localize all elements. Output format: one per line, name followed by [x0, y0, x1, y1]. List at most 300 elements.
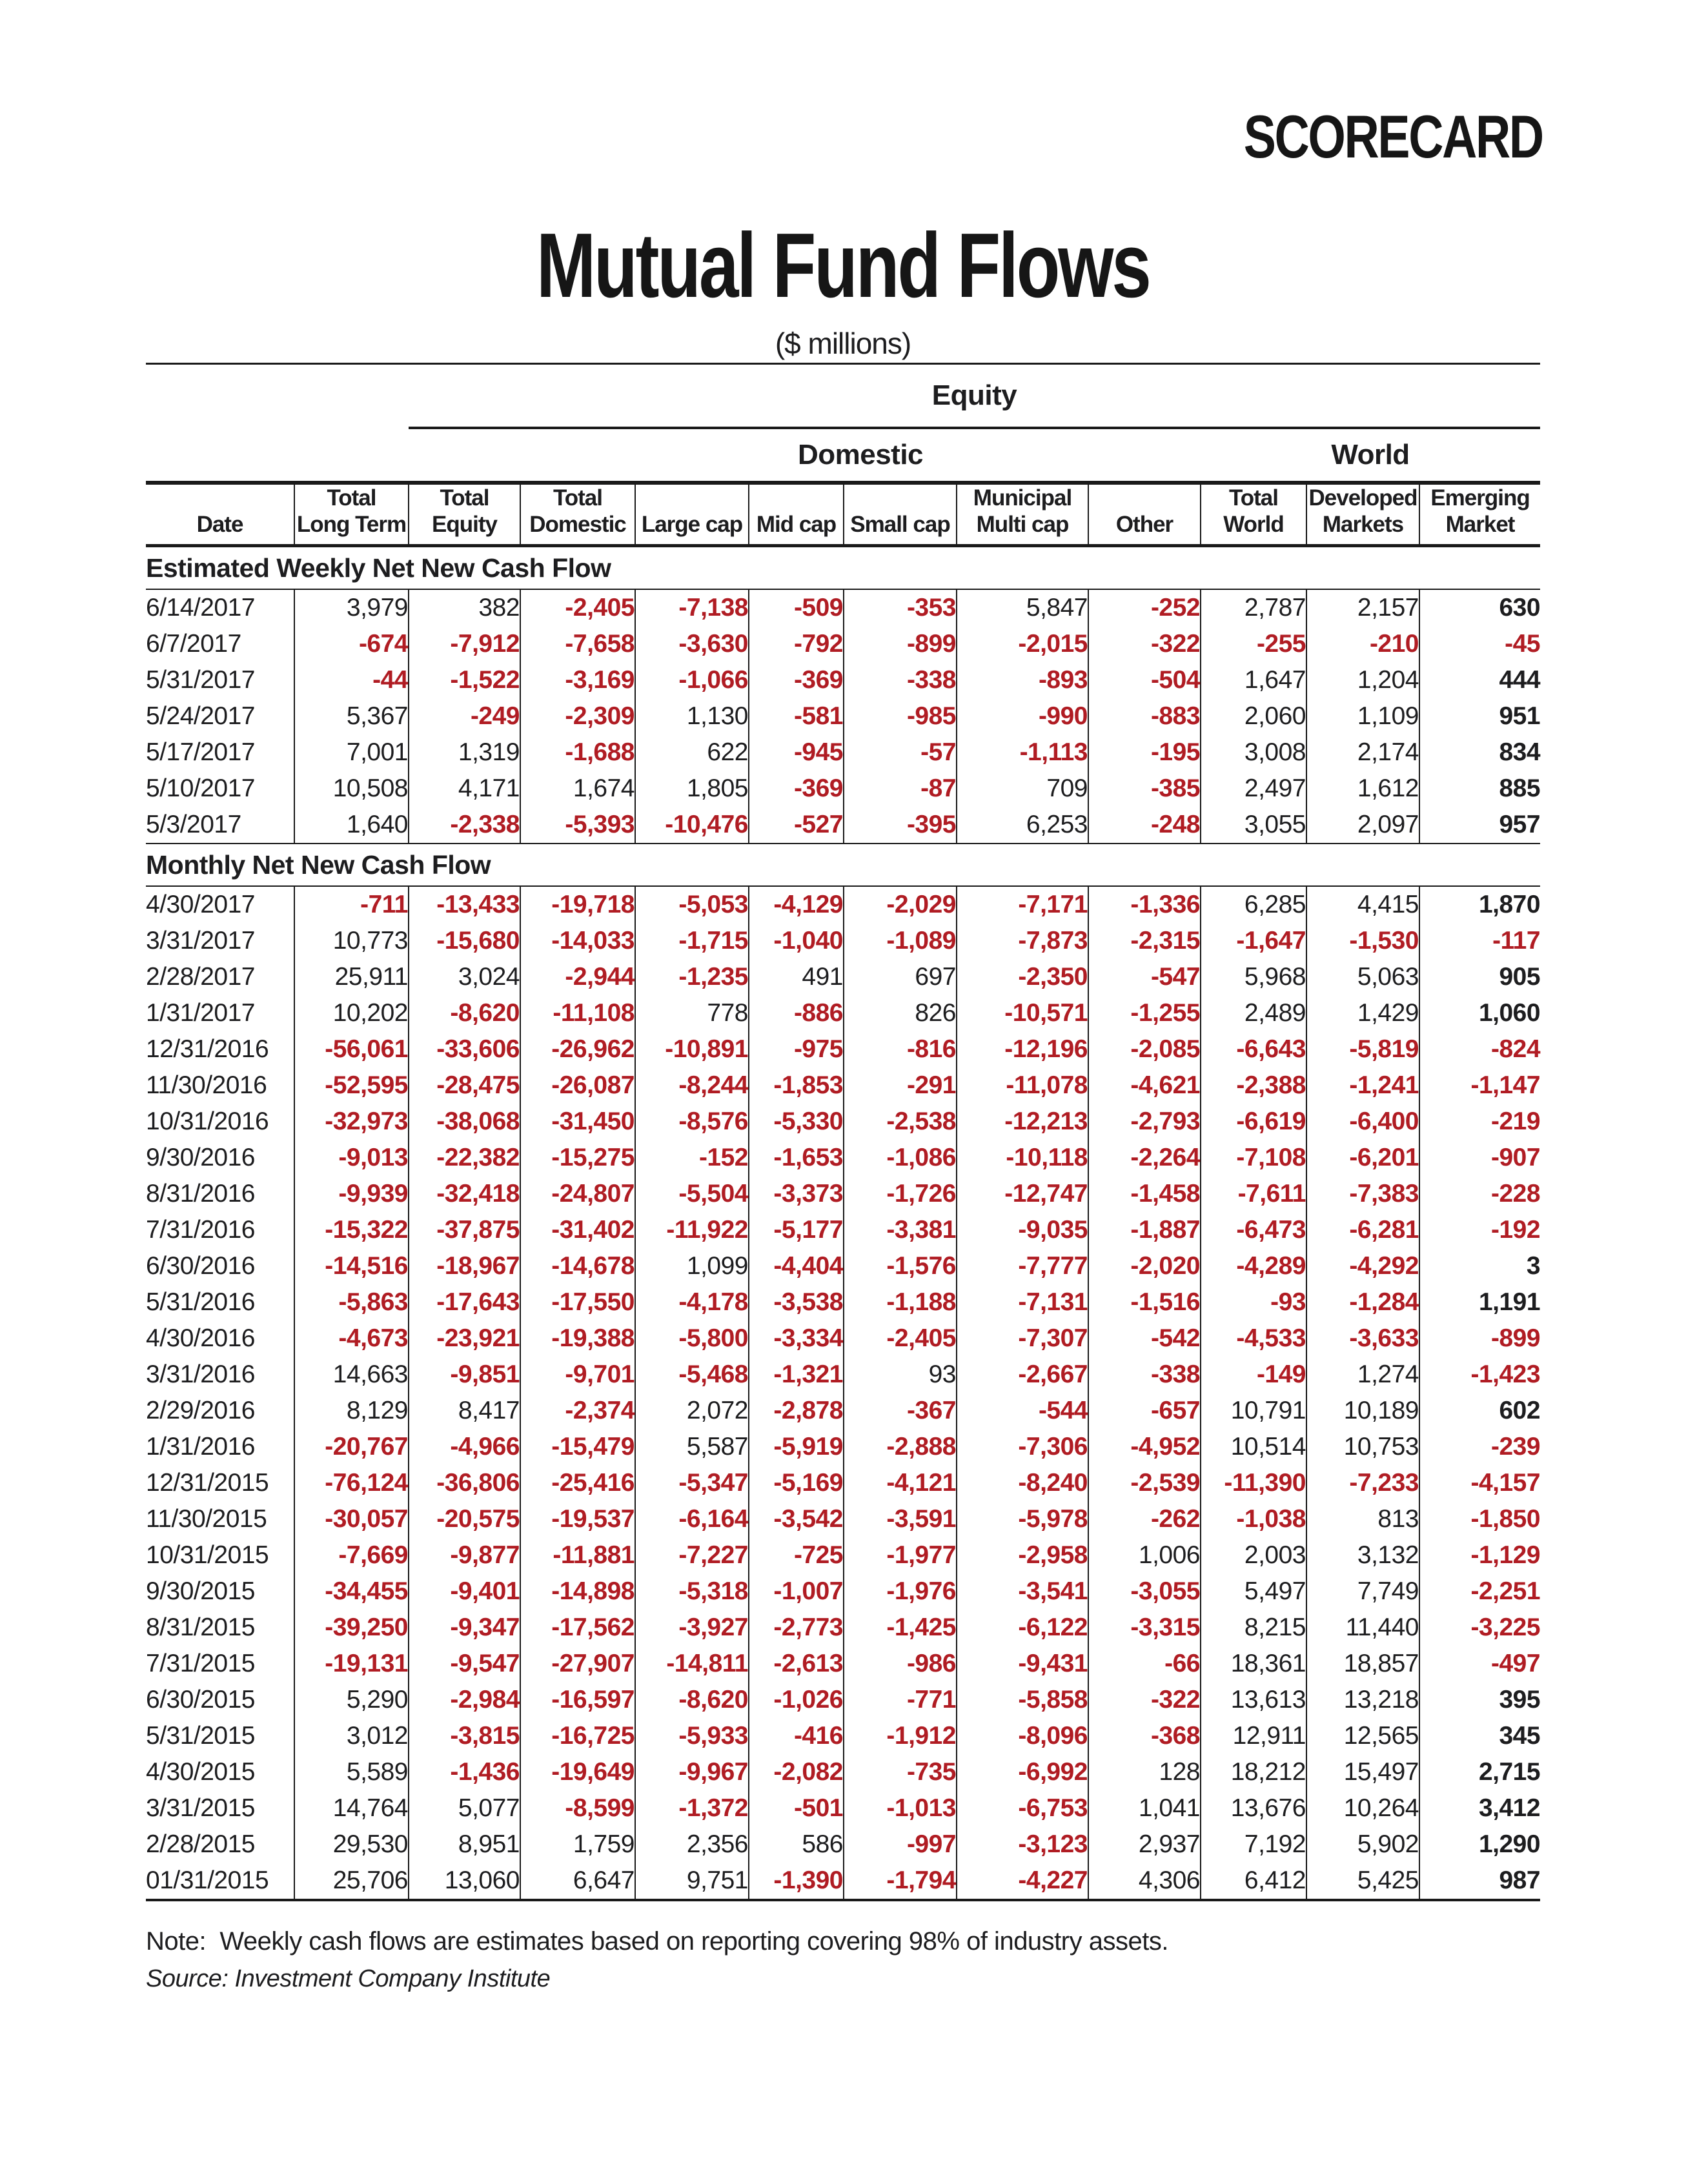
cell-date: 7/31/2016 — [146, 1216, 256, 1244]
cell-municipal-multi-cap: -5,978 — [957, 1501, 1088, 1537]
fund-flows-table-area — [146, 363, 1540, 1993]
cell-developed-markets: 4,415 — [1306, 886, 1419, 923]
cell-date: 11/30/2015 — [146, 1505, 267, 1533]
cell-total-domestic: -31,450 — [520, 1104, 635, 1140]
cell-total-domestic: -14,678 — [520, 1248, 635, 1284]
cell-other: -2,264 — [1088, 1140, 1201, 1176]
cell-total-equity: -9,877 — [409, 1537, 520, 1573]
cell-small-cap: -291 — [844, 1067, 957, 1104]
cell-developed-markets: 10,753 — [1306, 1429, 1419, 1465]
cell-municipal-multi-cap: -10,118 — [957, 1140, 1088, 1176]
cell-mid-cap: -1,026 — [749, 1682, 844, 1718]
cell-large-cap: -7,227 — [635, 1537, 749, 1573]
cell-total-domestic: -19,537 — [520, 1501, 635, 1537]
cell-date: 4/30/2017 — [146, 891, 256, 918]
cell-developed-markets: 10,189 — [1306, 1393, 1419, 1429]
cell-total-domestic: -19,649 — [520, 1754, 635, 1790]
col-header-total-world: Total World — [1201, 483, 1306, 546]
cell-mid-cap: -4,129 — [749, 886, 844, 923]
cell-total-long-term: -20,767 — [294, 1429, 409, 1465]
cell-total-long-term: 8,129 — [294, 1393, 409, 1429]
cell-mid-cap: -2,082 — [749, 1754, 844, 1790]
cell-mid-cap: -3,538 — [749, 1284, 844, 1320]
table-row — [146, 923, 1540, 959]
table-row — [146, 1754, 1540, 1790]
cell-total-world: 3,055 — [1201, 807, 1306, 844]
cell-total-world: 13,613 — [1201, 1682, 1306, 1718]
col-header-mid-cap: Mid cap — [749, 483, 844, 546]
cell-total-long-term: -32,973 — [294, 1104, 409, 1140]
cell-other: -2,315 — [1088, 923, 1201, 959]
cell-developed-markets: -1,530 — [1306, 923, 1419, 959]
cell-total-equity: -7,912 — [409, 626, 520, 662]
cell-total-long-term: 10,508 — [294, 771, 409, 807]
cell-emerging-market: -1,129 — [1419, 1537, 1540, 1573]
cell-other: -542 — [1088, 1320, 1201, 1357]
cell-mid-cap: -2,878 — [749, 1393, 844, 1429]
equity-group-header: Equity — [409, 364, 1540, 429]
table-row — [146, 807, 1540, 844]
cell-total-long-term: -14,516 — [294, 1248, 409, 1284]
cell-small-cap: -353 — [844, 589, 957, 626]
cell-total-equity: -20,575 — [409, 1501, 520, 1537]
cell-total-domestic: -11,108 — [520, 995, 635, 1031]
cell-developed-markets: 2,174 — [1306, 734, 1419, 771]
cell-other: -248 — [1088, 807, 1201, 844]
cell-other: -2,539 — [1088, 1465, 1201, 1501]
cell-small-cap: -816 — [844, 1031, 957, 1067]
cell-other: 1,041 — [1088, 1790, 1201, 1826]
cell-small-cap: -2,888 — [844, 1429, 957, 1465]
cell-emerging-market: -239 — [1419, 1429, 1540, 1465]
cell-total-equity: 8,417 — [409, 1393, 520, 1429]
cell-developed-markets: 1,109 — [1306, 698, 1419, 734]
table-row — [146, 1357, 1540, 1393]
cell-municipal-multi-cap: -12,196 — [957, 1031, 1088, 1067]
table-row — [146, 662, 1540, 698]
cell-total-domestic: -9,701 — [520, 1357, 635, 1393]
cell-total-domestic: -14,033 — [520, 923, 635, 959]
cell-date: 12/31/2015 — [146, 1469, 269, 1497]
cell-other: -4,621 — [1088, 1067, 1201, 1104]
col-header-date: Date — [146, 483, 294, 546]
cell-emerging-market: -907 — [1419, 1140, 1540, 1176]
mutual-fund-flows-table — [146, 363, 1540, 1901]
cell-other: -368 — [1088, 1718, 1201, 1754]
cell-municipal-multi-cap: 709 — [957, 771, 1088, 807]
cell-other: -1,255 — [1088, 995, 1201, 1031]
cell-other: 2,937 — [1088, 1826, 1201, 1863]
cell-total-equity: -9,347 — [409, 1610, 520, 1646]
cell-emerging-market: -192 — [1419, 1212, 1540, 1248]
cell-small-cap: -2,029 — [844, 886, 957, 923]
cell-emerging-market: -4,157 — [1419, 1465, 1540, 1501]
col-header-developed-markets: Developed Markets — [1306, 483, 1419, 546]
cell-total-long-term: 1,640 — [294, 807, 409, 844]
world-group-header: World — [1331, 439, 1410, 470]
cell-other: 128 — [1088, 1754, 1201, 1790]
cell-total-world: -255 — [1201, 626, 1306, 662]
cell-total-equity: -37,875 — [409, 1212, 520, 1248]
table-row — [146, 1610, 1540, 1646]
cell-large-cap: -5,053 — [635, 886, 749, 923]
cell-other: -4,952 — [1088, 1429, 1201, 1465]
cell-total-world: 18,361 — [1201, 1646, 1306, 1682]
cell-total-domestic: -1,688 — [520, 734, 635, 771]
cell-total-equity: 382 — [409, 589, 520, 626]
cell-total-domestic: -2,309 — [520, 698, 635, 734]
cell-mid-cap: -792 — [749, 626, 844, 662]
cell-total-long-term: -39,250 — [294, 1610, 409, 1646]
cell-small-cap: -997 — [844, 1826, 957, 1863]
cell-total-domestic: -31,402 — [520, 1212, 635, 1248]
cell-small-cap: -771 — [844, 1682, 957, 1718]
cell-total-equity: -3,815 — [409, 1718, 520, 1754]
cell-small-cap: -1,576 — [844, 1248, 957, 1284]
cell-developed-markets: 15,497 — [1306, 1754, 1419, 1790]
cell-other: -1,887 — [1088, 1212, 1201, 1248]
cell-total-world: -1,038 — [1201, 1501, 1306, 1537]
cell-total-world: -11,390 — [1201, 1465, 1306, 1501]
cell-developed-markets: -4,292 — [1306, 1248, 1419, 1284]
table-row — [146, 626, 1540, 662]
cell-large-cap: -5,347 — [635, 1465, 749, 1501]
cell-total-domestic: -8,599 — [520, 1790, 635, 1826]
cell-developed-markets: 1,274 — [1306, 1357, 1419, 1393]
cell-other: -2,020 — [1088, 1248, 1201, 1284]
cell-mid-cap: -1,853 — [749, 1067, 844, 1104]
cell-large-cap: -8,620 — [635, 1682, 749, 1718]
cell-total-equity: -2,984 — [409, 1682, 520, 1718]
cell-emerging-market: 1,191 — [1419, 1284, 1540, 1320]
cell-total-domestic: -24,807 — [520, 1176, 635, 1212]
cell-other: -322 — [1088, 626, 1201, 662]
cell-municipal-multi-cap: -7,171 — [957, 886, 1088, 923]
cell-mid-cap: -5,330 — [749, 1104, 844, 1140]
cell-emerging-market: 2,715 — [1419, 1754, 1540, 1790]
section-label: Estimated Weekly Net New Cash Flow — [146, 546, 1540, 590]
table-row — [146, 1573, 1540, 1610]
cell-total-world: -6,643 — [1201, 1031, 1306, 1067]
col-header-emerging-market: Emerging Market — [1419, 483, 1540, 546]
cell-developed-markets: -3,633 — [1306, 1320, 1419, 1357]
col-header-municipal-multi-cap: Municipal Multi cap — [957, 483, 1088, 546]
cell-total-world: 2,787 — [1201, 589, 1306, 626]
table-row — [146, 698, 1540, 734]
table-row — [146, 1320, 1540, 1357]
cell-other: -338 — [1088, 1357, 1201, 1393]
cell-municipal-multi-cap: -6,122 — [957, 1610, 1088, 1646]
cell-total-long-term: 10,773 — [294, 923, 409, 959]
cell-large-cap: -5,468 — [635, 1357, 749, 1393]
cell-developed-markets: 11,440 — [1306, 1610, 1419, 1646]
cell-other: -547 — [1088, 959, 1201, 995]
table-row — [146, 995, 1540, 1031]
table-row — [146, 771, 1540, 807]
cell-total-domestic: 6,647 — [520, 1863, 635, 1900]
cell-large-cap: 2,072 — [635, 1393, 749, 1429]
col-header-small-cap: Small cap — [844, 483, 957, 546]
cell-total-domestic: -16,725 — [520, 1718, 635, 1754]
cell-total-equity: -32,418 — [409, 1176, 520, 1212]
cell-total-long-term: 5,589 — [294, 1754, 409, 1790]
cell-date: 5/31/2015 — [146, 1722, 256, 1750]
cell-other: -3,315 — [1088, 1610, 1201, 1646]
cell-other: -1,458 — [1088, 1176, 1201, 1212]
cell-small-cap: -367 — [844, 1393, 957, 1429]
cell-emerging-market: -219 — [1419, 1104, 1540, 1140]
cell-total-long-term: -4,673 — [294, 1320, 409, 1357]
cell-total-long-term: -674 — [294, 626, 409, 662]
table-row — [146, 1863, 1540, 1900]
cell-total-world: 3,008 — [1201, 734, 1306, 771]
table-row — [146, 734, 1540, 771]
cell-date: 5/31/2016 — [146, 1288, 256, 1316]
cell-other: -322 — [1088, 1682, 1201, 1718]
section-label-row — [146, 546, 1540, 590]
cell-total-domestic: -19,718 — [520, 886, 635, 923]
cell-total-domestic: -17,562 — [520, 1610, 635, 1646]
cell-small-cap: -1,976 — [844, 1573, 957, 1610]
cell-small-cap: 826 — [844, 995, 957, 1031]
cell-large-cap: 2,356 — [635, 1826, 749, 1863]
cell-small-cap: 93 — [844, 1357, 957, 1393]
cell-emerging-market: -117 — [1419, 923, 1540, 959]
cell-developed-markets: 18,857 — [1306, 1646, 1419, 1682]
cell-total-equity: 1,319 — [409, 734, 520, 771]
cell-small-cap: -395 — [844, 807, 957, 844]
table-row — [146, 1212, 1540, 1248]
cell-date: 2/28/2015 — [146, 1830, 256, 1858]
cell-small-cap: -2,538 — [844, 1104, 957, 1140]
cell-total-equity: -28,475 — [409, 1067, 520, 1104]
cell-other: -3,055 — [1088, 1573, 1201, 1610]
cell-large-cap: 1,130 — [635, 698, 749, 734]
cell-total-world: 10,791 — [1201, 1393, 1306, 1429]
cell-total-equity: -17,643 — [409, 1284, 520, 1320]
cell-mid-cap: -416 — [749, 1718, 844, 1754]
cell-large-cap: -3,630 — [635, 626, 749, 662]
cell-total-world: -2,388 — [1201, 1067, 1306, 1104]
cell-date: 2/28/2017 — [146, 963, 256, 991]
cell-large-cap: -5,933 — [635, 1718, 749, 1754]
cell-total-domestic: -15,479 — [520, 1429, 635, 1465]
cell-developed-markets: 5,425 — [1306, 1863, 1419, 1900]
cell-developed-markets: 1,429 — [1306, 995, 1419, 1031]
cell-total-domestic: -5,393 — [520, 807, 635, 844]
cell-municipal-multi-cap: -8,096 — [957, 1718, 1088, 1754]
cell-mid-cap: -886 — [749, 995, 844, 1031]
cell-small-cap: -1,188 — [844, 1284, 957, 1320]
cell-total-world: -4,289 — [1201, 1248, 1306, 1284]
cell-total-equity: -22,382 — [409, 1140, 520, 1176]
cell-municipal-multi-cap: -1,113 — [957, 734, 1088, 771]
cell-total-world: 12,911 — [1201, 1718, 1306, 1754]
cell-total-equity: -9,401 — [409, 1573, 520, 1610]
cell-municipal-multi-cap: -3,123 — [957, 1826, 1088, 1863]
cell-other: -252 — [1088, 589, 1201, 626]
cell-large-cap: -1,372 — [635, 1790, 749, 1826]
col-header-total-equity: Total Equity — [409, 483, 520, 546]
cell-mid-cap: -3,542 — [749, 1501, 844, 1537]
cell-emerging-market: 885 — [1419, 771, 1540, 807]
cell-mid-cap: 586 — [749, 1826, 844, 1863]
cell-other: -1,516 — [1088, 1284, 1201, 1320]
cell-total-world: 13,676 — [1201, 1790, 1306, 1826]
cell-other: 4,306 — [1088, 1863, 1201, 1900]
cell-municipal-multi-cap: -893 — [957, 662, 1088, 698]
cell-mid-cap: 491 — [749, 959, 844, 995]
cell-total-long-term: -30,057 — [294, 1501, 409, 1537]
cell-mid-cap: -527 — [749, 807, 844, 844]
cell-mid-cap: -369 — [749, 662, 844, 698]
cell-total-long-term: 5,290 — [294, 1682, 409, 1718]
cell-total-equity: -18,967 — [409, 1248, 520, 1284]
cell-municipal-multi-cap: -2,958 — [957, 1537, 1088, 1573]
cell-municipal-multi-cap: -5,858 — [957, 1682, 1088, 1718]
cell-total-equity: -249 — [409, 698, 520, 734]
cell-developed-markets: 12,565 — [1306, 1718, 1419, 1754]
cell-total-equity: 3,024 — [409, 959, 520, 995]
cell-mid-cap: -5,177 — [749, 1212, 844, 1248]
cell-mid-cap: -1,653 — [749, 1140, 844, 1176]
cell-total-equity: 8,951 — [409, 1826, 520, 1863]
cell-total-long-term: -5,863 — [294, 1284, 409, 1320]
cell-large-cap: -1,235 — [635, 959, 749, 995]
table-row — [146, 1248, 1540, 1284]
cell-mid-cap: -725 — [749, 1537, 844, 1573]
cell-other: -195 — [1088, 734, 1201, 771]
cell-emerging-market: 602 — [1419, 1393, 1540, 1429]
cell-total-long-term: 25,911 — [294, 959, 409, 995]
table-row — [146, 1465, 1540, 1501]
cell-large-cap: -152 — [635, 1140, 749, 1176]
cell-large-cap: -10,891 — [635, 1031, 749, 1067]
cell-total-world: 8,215 — [1201, 1610, 1306, 1646]
cell-date: 6/30/2015 — [146, 1686, 256, 1714]
cell-municipal-multi-cap: -12,213 — [957, 1104, 1088, 1140]
cell-large-cap: -11,922 — [635, 1212, 749, 1248]
cell-total-long-term: 14,663 — [294, 1357, 409, 1393]
table-row — [146, 886, 1540, 923]
cell-developed-markets: -7,383 — [1306, 1176, 1419, 1212]
cell-small-cap: -4,121 — [844, 1465, 957, 1501]
table-row — [146, 1429, 1540, 1465]
cell-total-world: -1,647 — [1201, 923, 1306, 959]
section-label: Monthly Net New Cash Flow — [146, 844, 1540, 886]
domestic-group-spacer — [146, 428, 520, 483]
cell-total-domestic: -26,087 — [520, 1067, 635, 1104]
cell-date: 11/30/2016 — [146, 1071, 267, 1099]
source-line: Source: Investment Company Institute — [146, 1965, 551, 1992]
cell-emerging-market: -1,423 — [1419, 1357, 1540, 1393]
col-header-total-domestic: Total Domestic — [520, 483, 635, 546]
cell-municipal-multi-cap: -7,131 — [957, 1284, 1088, 1320]
cell-emerging-market: 3,412 — [1419, 1790, 1540, 1826]
cell-total-equity: -13,433 — [409, 886, 520, 923]
table-row — [146, 1393, 1540, 1429]
cell-large-cap: 1,805 — [635, 771, 749, 807]
cell-large-cap: -3,927 — [635, 1610, 749, 1646]
cell-mid-cap: -975 — [749, 1031, 844, 1067]
cell-municipal-multi-cap: -7,873 — [957, 923, 1088, 959]
cell-date: 9/30/2016 — [146, 1144, 256, 1171]
cell-total-world: -6,473 — [1201, 1212, 1306, 1248]
cell-developed-markets: 10,264 — [1306, 1790, 1419, 1826]
cell-small-cap: -985 — [844, 698, 957, 734]
cell-mid-cap: -945 — [749, 734, 844, 771]
cell-mid-cap: -1,390 — [749, 1863, 844, 1900]
cell-large-cap: -5,800 — [635, 1320, 749, 1357]
cell-total-long-term: -56,061 — [294, 1031, 409, 1067]
cell-municipal-multi-cap: -544 — [957, 1393, 1088, 1429]
cell-large-cap: -1,715 — [635, 923, 749, 959]
cell-municipal-multi-cap: -6,992 — [957, 1754, 1088, 1790]
cell-other: -1,336 — [1088, 886, 1201, 923]
cell-developed-markets: -6,281 — [1306, 1212, 1419, 1248]
cell-total-equity: -23,921 — [409, 1320, 520, 1357]
cell-municipal-multi-cap: -3,541 — [957, 1573, 1088, 1610]
cell-other: -883 — [1088, 698, 1201, 734]
cell-large-cap: -8,244 — [635, 1067, 749, 1104]
cell-emerging-market: 444 — [1419, 662, 1540, 698]
cell-date: 2/29/2016 — [146, 1397, 256, 1424]
cell-large-cap: -5,318 — [635, 1573, 749, 1610]
cell-total-world: 7,192 — [1201, 1826, 1306, 1863]
cell-emerging-market: 1,060 — [1419, 995, 1540, 1031]
cell-small-cap: -735 — [844, 1754, 957, 1790]
cell-total-world: 6,412 — [1201, 1863, 1306, 1900]
cell-large-cap: -10,476 — [635, 807, 749, 844]
cell-other: -66 — [1088, 1646, 1201, 1682]
cell-municipal-multi-cap: -8,240 — [957, 1465, 1088, 1501]
cell-large-cap: -7,138 — [635, 589, 749, 626]
col-header-large-cap: Large cap — [635, 483, 749, 546]
table-row — [146, 1104, 1540, 1140]
cell-municipal-multi-cap: -7,777 — [957, 1248, 1088, 1284]
cell-developed-markets: 3,132 — [1306, 1537, 1419, 1573]
cell-total-equity: -2,338 — [409, 807, 520, 844]
cell-total-domestic: -19,388 — [520, 1320, 635, 1357]
cell-other: -2,085 — [1088, 1031, 1201, 1067]
table-row — [146, 959, 1540, 995]
cell-mid-cap: -3,334 — [749, 1320, 844, 1357]
cell-date: 6/30/2016 — [146, 1252, 256, 1280]
cell-date: 4/30/2015 — [146, 1758, 256, 1786]
cell-developed-markets: -6,201 — [1306, 1140, 1419, 1176]
cell-large-cap: -8,576 — [635, 1104, 749, 1140]
cell-municipal-multi-cap: -4,227 — [957, 1863, 1088, 1900]
cell-date: 12/31/2016 — [146, 1035, 269, 1063]
cell-developed-markets: -1,284 — [1306, 1284, 1419, 1320]
cell-developed-markets: 2,097 — [1306, 807, 1419, 844]
cell-total-world: -7,108 — [1201, 1140, 1306, 1176]
cell-total-long-term: -9,013 — [294, 1140, 409, 1176]
cell-total-domestic: -17,550 — [520, 1284, 635, 1320]
cell-municipal-multi-cap: -7,306 — [957, 1429, 1088, 1465]
cell-total-world: 2,003 — [1201, 1537, 1306, 1573]
cell-total-long-term: -34,455 — [294, 1573, 409, 1610]
cell-date: 3/31/2016 — [146, 1360, 256, 1388]
cell-developed-markets: -7,233 — [1306, 1465, 1419, 1501]
cell-other: 1,006 — [1088, 1537, 1201, 1573]
cell-developed-markets: 813 — [1306, 1501, 1419, 1537]
cell-total-long-term: 3,979 — [294, 589, 409, 626]
cell-date: 10/31/2016 — [146, 1107, 269, 1135]
cell-mid-cap: -4,404 — [749, 1248, 844, 1284]
table-row — [146, 1140, 1540, 1176]
cell-large-cap: -6,164 — [635, 1501, 749, 1537]
